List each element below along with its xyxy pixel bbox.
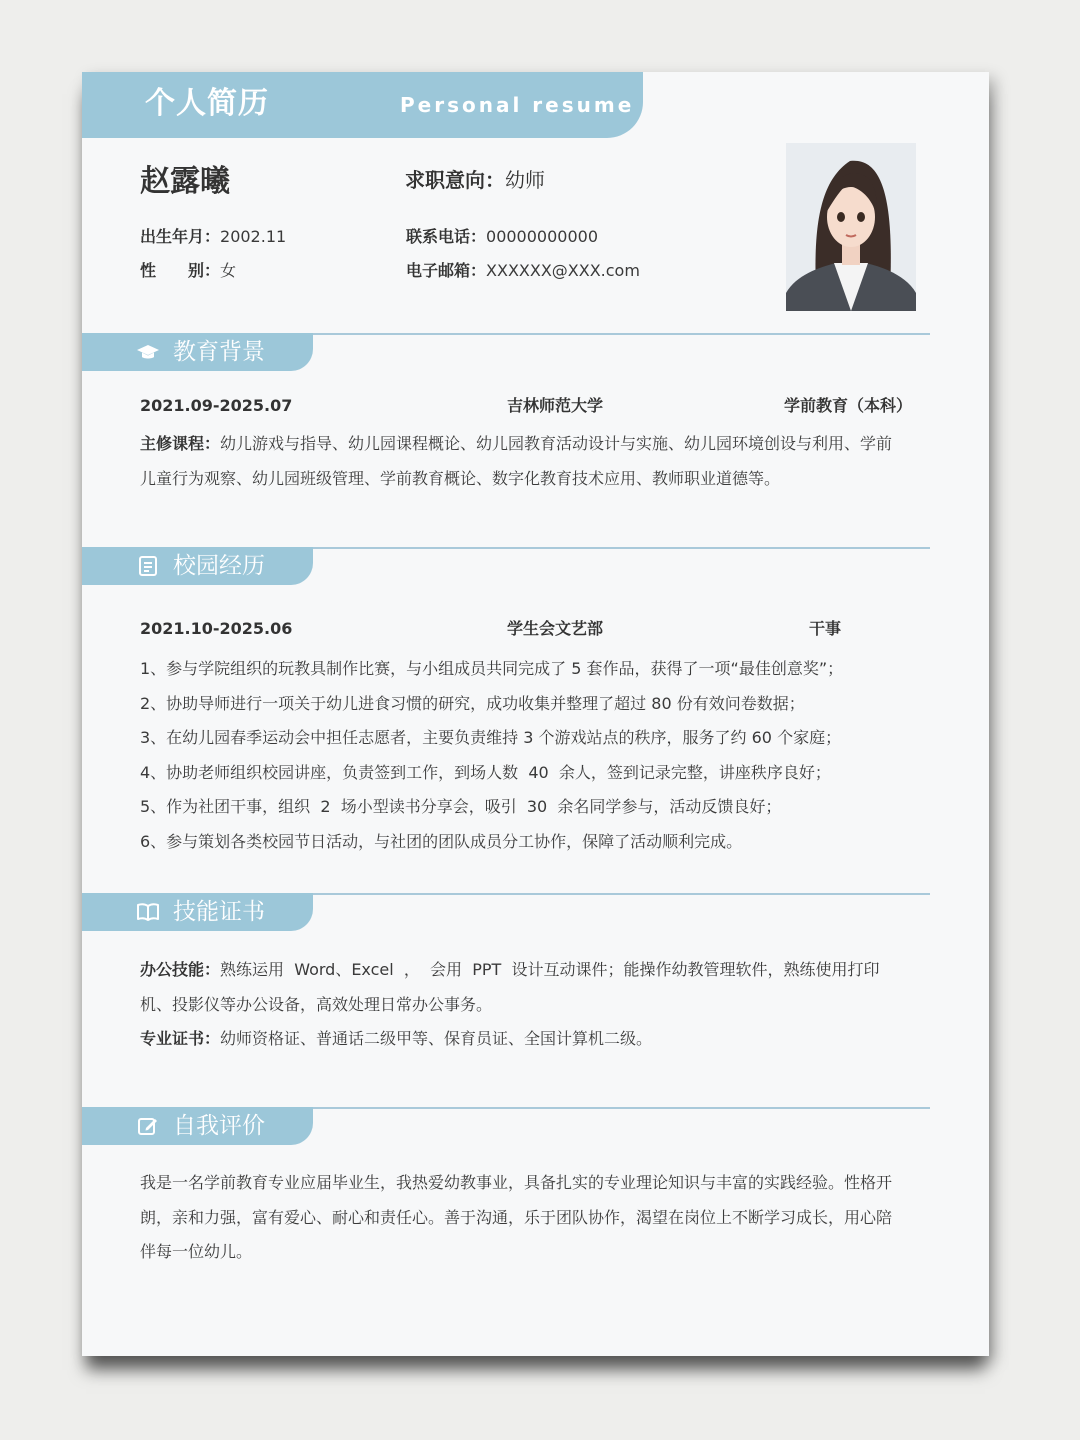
- gender-value: 女: [220, 261, 237, 280]
- office-line-1: 熟练运用 Word、Excel ， 会用 PPT 设计互动课件；能操作幼教管理软件，熟练使用打印: [220, 960, 880, 979]
- skills-title: 技能证书: [173, 899, 265, 925]
- education-title: 教育背景: [173, 339, 265, 365]
- birth-value: 2002.11: [220, 227, 287, 246]
- email-value: XXXXXX@XXX.com: [486, 261, 640, 280]
- education-period: 2021.09-2025.07: [140, 396, 293, 415]
- campus-list: [140, 652, 843, 860]
- self-line-1: 我是一名学前教育专业应届毕业生，我热爱幼教事业，具备扎实的专业理论知识与丰富的实践经验。性格开: [140, 1173, 893, 1192]
- office-label: 办公技能：: [140, 960, 221, 979]
- profile-photo: [786, 143, 916, 311]
- self-line-2: 朗，亲和力强，富有爱心、耐心和责任心。善于沟通，乐于团队协作，渴望在岗位上不断学习成长，用心陪: [140, 1207, 893, 1227]
- gender-info: [140, 259, 236, 283]
- header-subtitle: Personal resume: [400, 93, 635, 117]
- list-item: 2、协助导师进行一项关于幼儿进食习惯的研究，成功收集并整理了超过 80 份有效问卷数据；: [140, 693, 805, 713]
- education-courses: [140, 427, 892, 496]
- job-label: 求职意向：: [405, 168, 505, 192]
- office-line-2: 机、投影仪等办公设备，高效处理日常办公事务。: [140, 994, 493, 1014]
- courses-label: 主修课程：: [140, 434, 221, 453]
- education-major: 学前教育（本科）: [784, 396, 913, 415]
- cert-label: 专业证书：: [140, 1029, 221, 1048]
- phone-value: 00000000000: [486, 227, 598, 246]
- campus-role: 干事: [809, 619, 842, 638]
- edit-icon: [136, 1114, 160, 1138]
- job-intention: [405, 165, 545, 195]
- candidate-name: 赵露曦: [140, 164, 230, 199]
- clipboard-icon: [136, 554, 160, 578]
- list-item: 4、协助老师组织校园讲座，负责签到工作，到场人数 40 余人，签到记录完整，讲座秩序良好；: [140, 762, 831, 782]
- header-title: 个人简历: [145, 86, 269, 121]
- job-value: 幼师: [505, 168, 545, 192]
- education-school: 吉林师范大学: [507, 396, 604, 415]
- avatar-illustration: [786, 143, 916, 311]
- courses-line-2: 儿童行为观察、幼儿园班级管理、学前教育概论、数字化教育技术应用、教师职业道德等。: [140, 468, 781, 488]
- phone-info: [406, 225, 598, 249]
- campus-period: 2021.10-2025.06: [140, 619, 293, 638]
- courses-line-1: 幼儿游戏与指导、幼儿园课程概论、幼儿园教育活动设计与实施、幼儿园环境创设与利用、学前: [220, 434, 893, 453]
- phone-label: 联系电话：: [406, 227, 487, 246]
- book-icon: [136, 900, 160, 924]
- self-line-3: 伴每一位幼儿。: [140, 1242, 253, 1261]
- self-evaluation: [140, 1166, 892, 1270]
- self-title: 自我评价: [173, 1113, 265, 1139]
- birth-info: [140, 225, 286, 249]
- campus-org: 学生会文艺部: [507, 619, 604, 638]
- list-item: 3、在幼儿园春季运动会中担任志愿者，主要负责维持 3 个游戏站点的秩序，服务了约 60 个家庭；: [140, 728, 842, 748]
- cert-value: 幼师资格证、普通话二级甲等、保育员证、全国计算机二级。: [220, 1029, 653, 1048]
- office-skills: [140, 953, 879, 1057]
- list-item: 1、参与学院组织的玩教具制作比赛，与小组成员共同完成了 5 套作品，获得了一项“最佳创意奖”；: [140, 659, 844, 678]
- list-item: 5、作为社团干事，组织 2 场小型读书分享会，吸引 30 余名同学参与，活动反馈良好；: [140, 797, 782, 817]
- email-info: [406, 259, 640, 283]
- gender-label: 性 别：: [140, 261, 221, 280]
- campus-title: 校园经历: [173, 553, 265, 579]
- birth-label: 出生年月：: [140, 227, 221, 246]
- email-label: 电子邮箱：: [406, 261, 487, 280]
- graduation-cap-icon: [136, 340, 160, 364]
- list-item: 6、参与策划各类校园节日活动，与社团的团队成员分工协作，保障了活动顺利完成。: [140, 831, 743, 851]
